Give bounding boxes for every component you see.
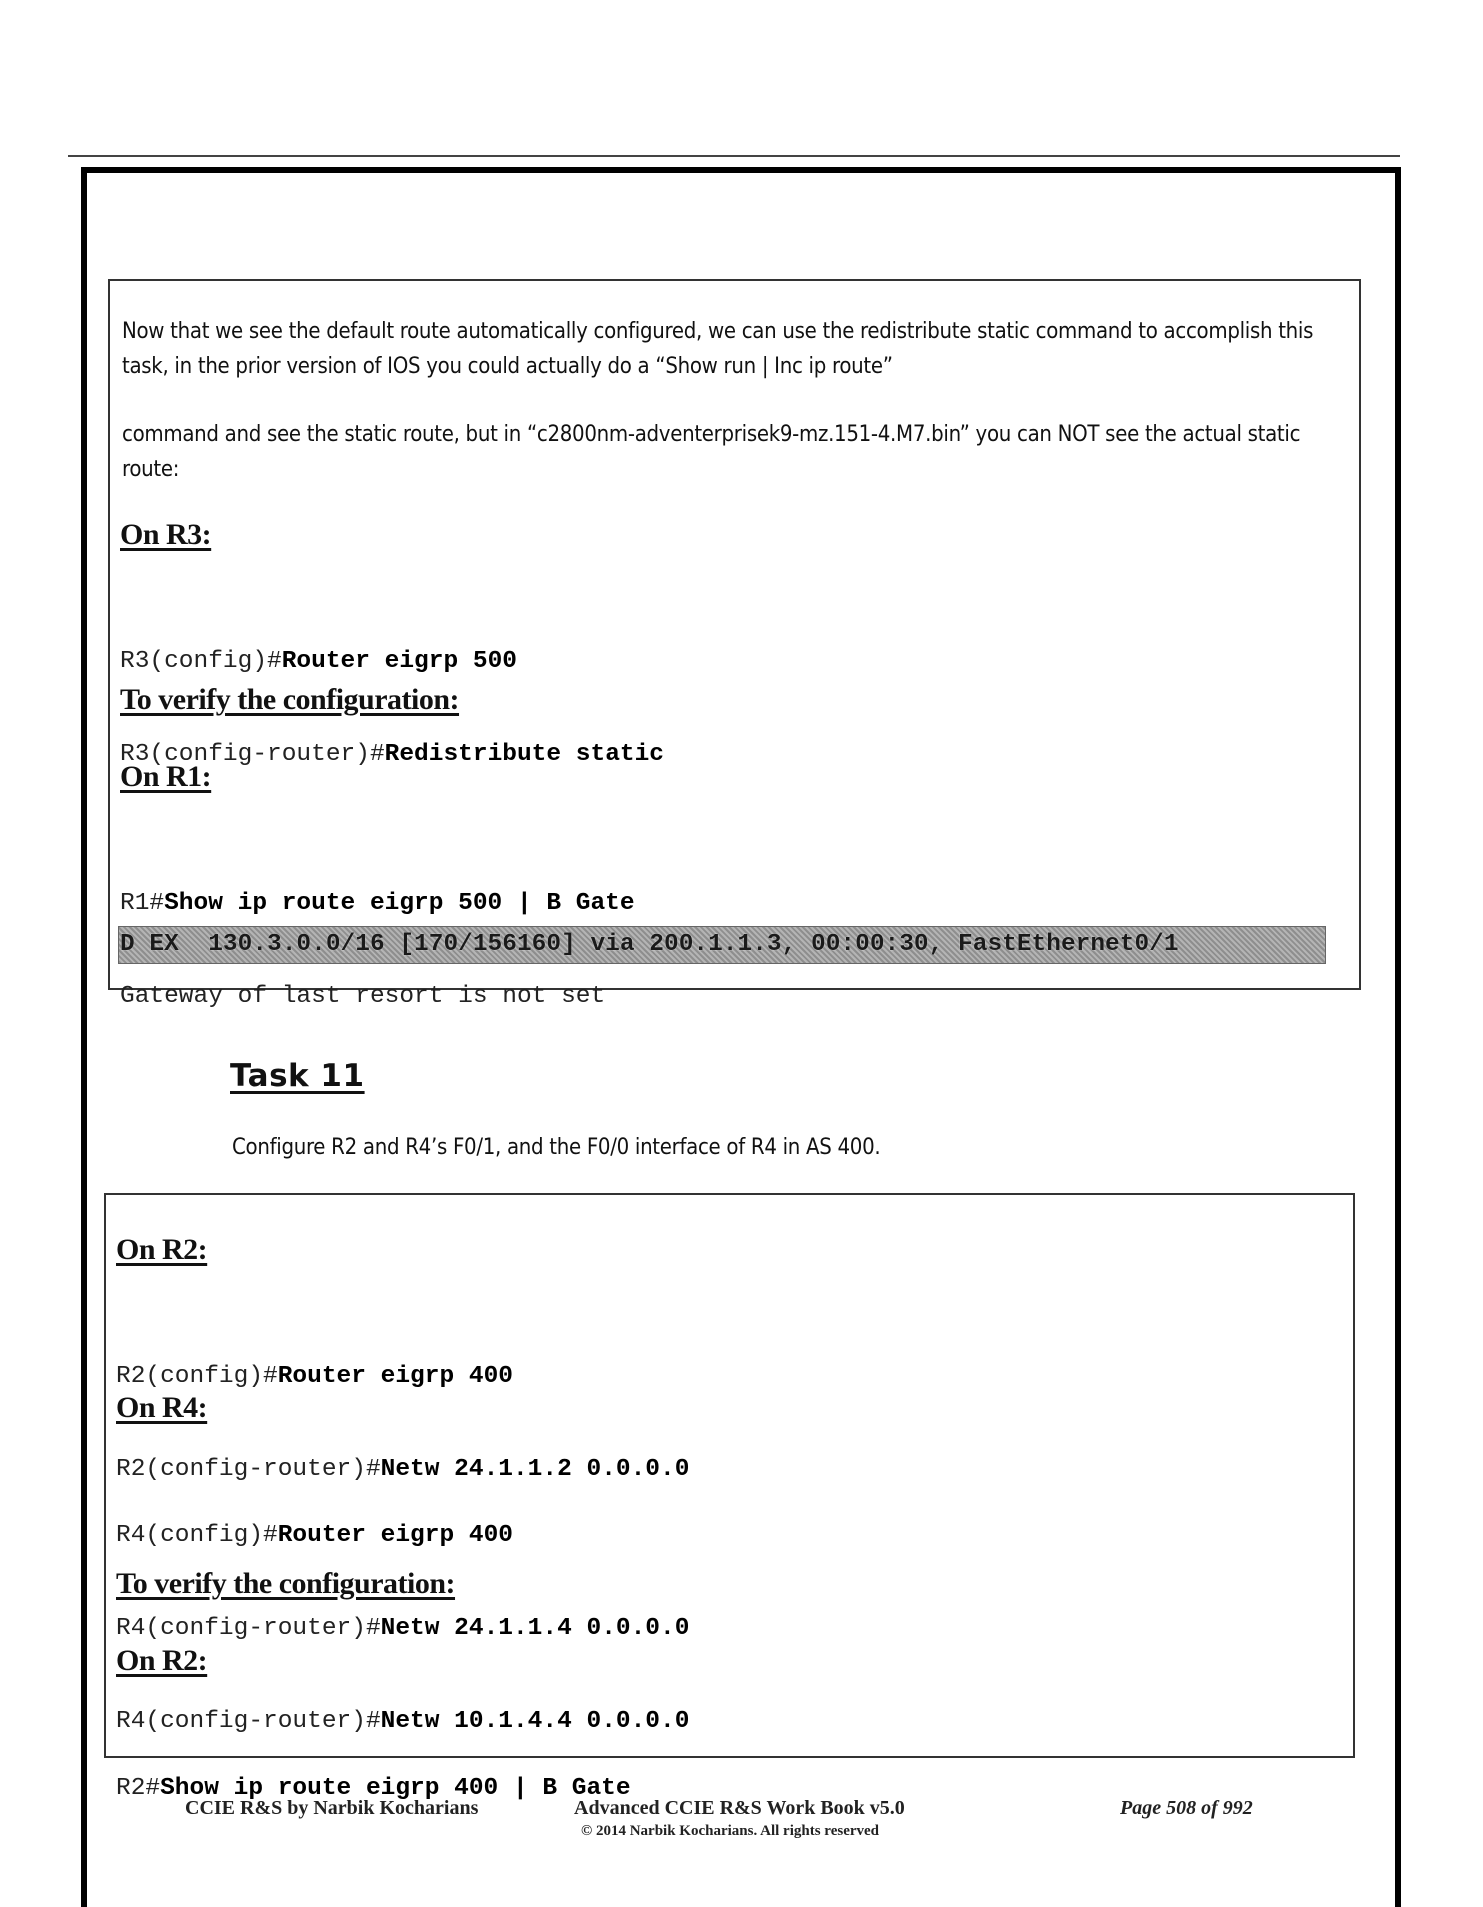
code-command: Netw 24.1.1.4 0.0.0.0 <box>380 1615 690 1642</box>
heading-on-r2-verify: On R2: <box>116 1644 208 1677</box>
code-prompt: R4(config-router)# <box>116 1708 381 1735</box>
top-rule <box>68 155 1400 157</box>
footer-copyright: © 2014 Narbik Kocharians. All rights reserved <box>581 1823 880 1839</box>
heading-verify-1: To verify the configuration: <box>120 683 460 716</box>
footer-author: CCIE R&S by Narbik Kocharians <box>185 1797 479 1819</box>
code-prompt: R2# <box>116 1775 161 1802</box>
code-prompt: R4(config)# <box>116 1522 278 1549</box>
code-command: Netw 24.1.1.2 0.0.0.0 <box>380 1456 690 1483</box>
task-title: Task 11 <box>230 1058 365 1094</box>
code-command: Show ip route eigrp 400 | B Gate <box>160 1775 631 1802</box>
heading-on-r2: On R2: <box>116 1233 208 1266</box>
footer-book-title: Advanced CCIE R&S Work Book v5.0 <box>574 1797 905 1819</box>
highlighted-route: D EX 130.3.0.0/16 [170/156160] via 200.1.1.3, 00:00:30, FastEthernet0/1 <box>120 931 1179 958</box>
code-line <box>116 1361 689 1392</box>
code-line <box>116 1520 689 1551</box>
footer-page-number: Page 508 of 992 <box>1120 1797 1253 1819</box>
code-output: Gateway of last resort is not set <box>120 983 606 1010</box>
code-line <box>116 1613 689 1644</box>
code-prompt: R4(config-router)# <box>116 1615 381 1642</box>
intro-paragraph-1: Now that we see the default route automatically configured, we can use the redistribute static command to accomplish this task, in the prior version of IOS you could actually do a “Show run | Inc ip route” <box>122 319 1314 379</box>
code-command: Netw 10.1.4.4 0.0.0.0 <box>380 1708 690 1735</box>
heading-on-r1: On R1: <box>120 760 212 793</box>
code-command: Router eigrp 400 <box>277 1522 513 1549</box>
code-prompt: R2(config)# <box>116 1363 278 1390</box>
intro-paragraph-2: command and see the static route, but in “c2800nm-adventerprisek9-mz.151-4.M7.bin” you can NOT see the actual static route: <box>122 422 1301 482</box>
code-line <box>120 646 664 677</box>
code-command: Show ip route eigrp 500 | B Gate <box>164 890 635 917</box>
code-prompt: R3(config-router)# <box>120 741 385 768</box>
code-prompt: R3(config)# <box>120 648 282 675</box>
code-command: Router eigrp 500 <box>281 648 517 675</box>
heading-on-r3: On R3: <box>120 518 212 551</box>
code-prompt: R1# <box>120 890 165 917</box>
code-line <box>120 888 635 919</box>
heading-verify-2: To verify the configuration: <box>116 1567 456 1600</box>
code-prompt: R2(config-router)# <box>116 1456 381 1483</box>
task-description: Configure R2 and R4’s F0/1, and the F0/0 interface of R4 in AS 400. <box>232 1135 881 1160</box>
heading-on-r4: On R4: <box>116 1391 208 1424</box>
code-command: Router eigrp 400 <box>277 1363 513 1390</box>
code-command: Redistribute static <box>384 741 665 768</box>
